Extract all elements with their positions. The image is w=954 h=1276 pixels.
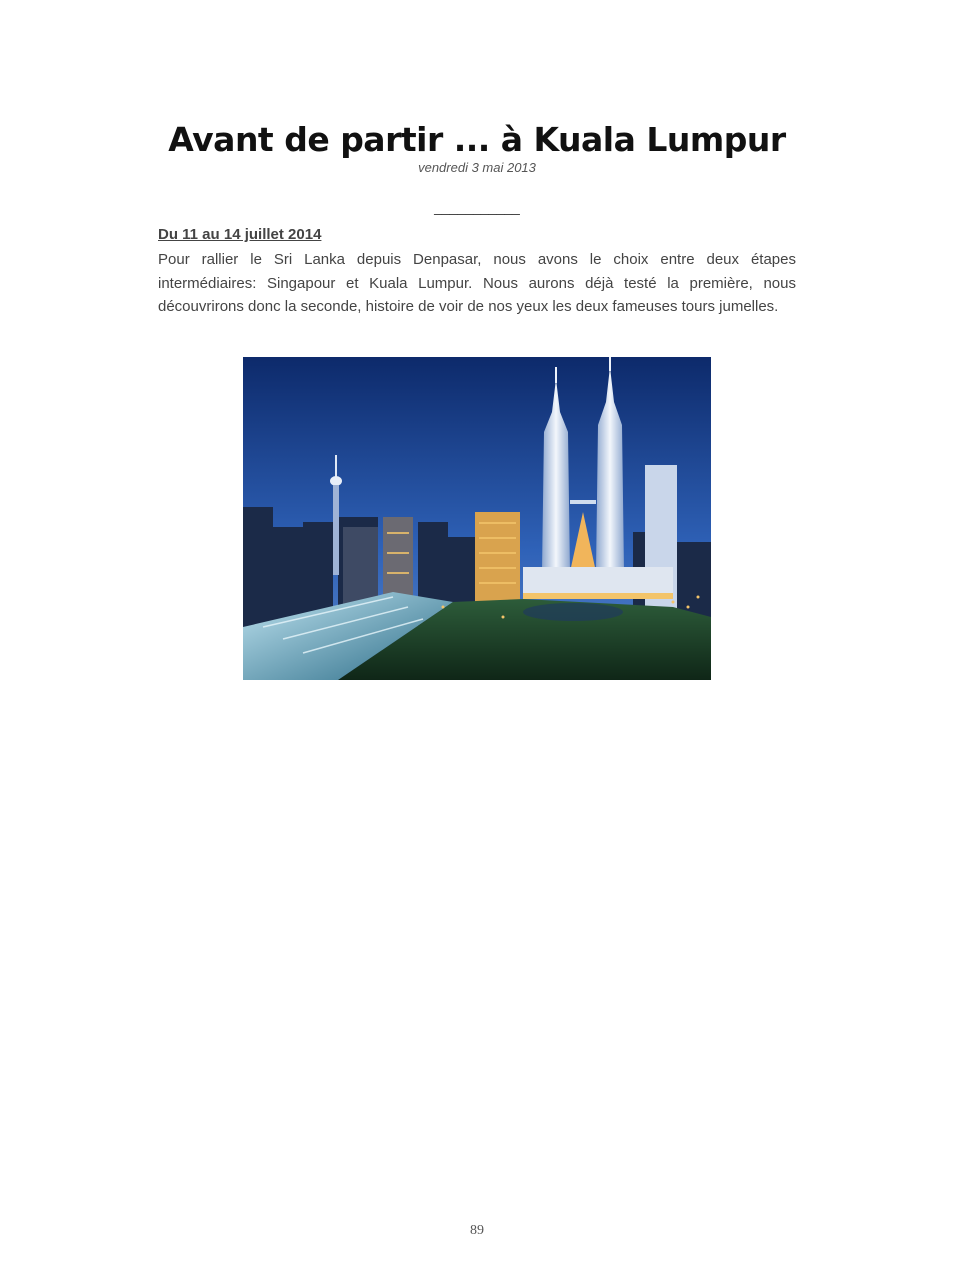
section-heading: Du 11 au 14 juillet 2014 [158, 226, 322, 243]
post-date: vendredi 3 mai 2013 [418, 160, 536, 175]
page-number: 89 [470, 1223, 484, 1238]
kuala-lumpur-photo [243, 357, 711, 680]
body-paragraph: Pour rallier le Sri Lanka depuis Denpasar, nous avons le choix entre deux étapes intermédiaires: Singapour et Kuala Lumpur. Nous aurons déjà testé la première, nous découvrirons donc la seconde, histoire de voir de nos yeux les deux fameuses tours jumelles. [158, 251, 796, 315]
separator-line: ___________ [434, 199, 520, 215]
page-title: Avant de partir ... à Kuala Lumpur [168, 120, 786, 159]
podium [523, 567, 673, 597]
